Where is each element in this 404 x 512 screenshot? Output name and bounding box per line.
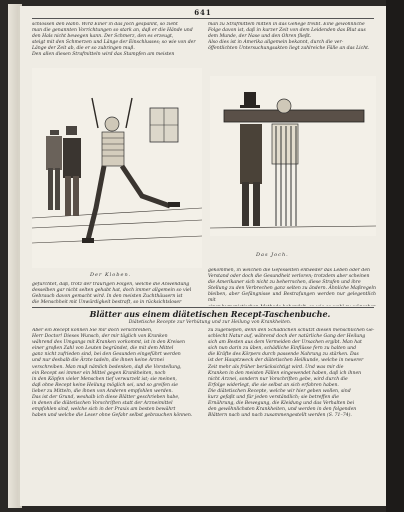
engraving-joch [210, 76, 376, 236]
text-line: daß ohne Recept keine Heilung möglich sei, und so greifen sie [32, 382, 178, 388]
text-line: desselben gar nicht selten gehabt hat, doch immer allgemein so viel [32, 288, 192, 294]
text-line: dem Munde, der Nase und den Ohren fließt. [208, 34, 312, 40]
column-top-left [32, 22, 200, 62]
text-line: sich am Besten aus dem Vermeiden der Ursachen ergibt. Man hat [208, 340, 362, 346]
text-line: Ernährung, die Bewegung, die Kleidung und das Verhalten bei [208, 401, 355, 407]
text-line: Verstand oder doch die Gesundheit verloren; trotzdem aber scheinen [208, 274, 370, 280]
text-line: Länge der Zeit ab, die er so zubringen muß. [32, 46, 135, 52]
text-line: gefürchtet, daß, trotz der traurigen Folgen, welche die Anwendung [32, 282, 190, 287]
page-number: 641 [194, 8, 212, 17]
text-line: Blättern nach und nach zusammengestellt werden (S. 71–74). [208, 413, 352, 419]
text-line: empfohlen sind, welche sich in der Praxis am besten bewährt [32, 407, 176, 413]
text-line: ist der Hauptzweck der diätetischen Heilkunde, welche in neuerer [208, 358, 364, 364]
text-line: bleiben, aber Gefängnisse und Bestrafungen werden nur gelegentlich mit [208, 292, 376, 304]
text-line: Gebrauch davon gemacht wird. In den meisten Zuchthäusern ist [32, 294, 183, 300]
text-line: gekommen, in welchen die Gefesselten entweder das Leben oder den [208, 268, 371, 273]
text-line: lieber zu Mitteln, die ihnen von Anderen empfohlen werden. [32, 388, 173, 394]
section-title: Blätter aus einem diätetischen Recept-Taschenbuche. [89, 309, 331, 319]
section-subtitle: Diätetische Recepte zur Verhütung und zur Heilung von Krankheiten. [128, 320, 292, 325]
book-binding [386, 0, 404, 512]
caption-kloben: Der Kloben. [90, 272, 132, 278]
illustration-kloben [32, 68, 202, 268]
column-mid-left [32, 282, 200, 306]
text-line: die Menschheit mit Unwürdigkeit bestraft, so in rücksichtsloser [32, 300, 182, 306]
column-bottom-left [32, 328, 200, 498]
text-line: Den allen diesen Strafmitteln wird das Stampfen am meisten [32, 52, 175, 58]
text-line: Also dies ist in Amerika allgemein bekannt, durch die ver- [208, 40, 344, 46]
text-line: Kranken in den meisten Fällen eingewendet haben, daß ich ihnen [208, 370, 362, 376]
text-line: einer großen Zahl von Leuten begründet, die mit dem Mittel [32, 346, 174, 352]
text-line: verschreiben. Man muß nämlich bedenken, daß die Vorstellung, [32, 364, 182, 370]
section-rule [32, 307, 374, 308]
text-line: sich nun darin zu üben, schädliche Einflüsse fern zu halten und [208, 346, 357, 352]
illustration-joch [210, 76, 376, 236]
text-line: den Hals nicht bewegen kann. Der Schmerz, den es erzeugt, [32, 34, 174, 40]
text-line: die Amerikaner sich nicht zu beherrschen, diese Strafen und ihre [208, 280, 361, 286]
text-line [208, 305, 376, 306]
text-line: Stellung zu den Verbrechen ganz selten zu ändern. Ähnliche Maßregeln [208, 286, 376, 292]
text-line: zu zugenießen, denn den Schädlichen schützt diesen menschlichen Ge- [208, 328, 375, 333]
text-line: in denen die diätetischen Vorschriften statt der Arzneimittel [32, 401, 173, 407]
text-line: die Kräfte des Körpers durch passende Nahrung zu stärken. Das [208, 352, 359, 358]
text-line: während des Umgangs mit Kranken vorkommt, ist in den Kreisen [32, 340, 185, 346]
text-line: und nur deshalb die Ärzte tadeln, die ihnen keine Arznei [32, 358, 164, 364]
text-line: öffentlichten Untersuchungsakten liegt zahlreiche Fälle an das Licht. [208, 46, 370, 52]
text-line: Das ist der Grund, weshalb ich diese Blätter geschrieben habe, [32, 395, 180, 401]
text-line: den gewöhnlichsten Krankheiten, und werden in den folgenden [208, 407, 357, 413]
text-line: Die diätetischen Recepte, welche wir hier geben wollen, sind [208, 388, 351, 394]
text-line: man die genannten Vorrichtungen so stark an, daß er die Hände und [32, 28, 193, 34]
text-line: nicht Arznei, sondern nur Vorschriften gebe, wird durch die [208, 376, 348, 382]
text-line: ganz nicht zufrieden sind, bei den Gesunden eingeführt werden [32, 352, 181, 358]
text-line: steigt mit den Schmerzen und Länge der Einschlusses; so wie von der [32, 40, 196, 46]
text-line: ein Recept sei immer ein Mittel gegen Krankheiten, noch [32, 370, 166, 376]
column-top-right [208, 22, 376, 62]
text-line: schlecht Natur auf, während doch der natürliche Gang der Heilung [208, 334, 366, 340]
text-line: man zu Strafmitteln mitten in das Gehege treibt. Eine gewöhnliche [208, 22, 365, 27]
text-line: haben und welche die Leser ohne Gefahr selbst gebrauchen können. [32, 413, 193, 419]
text-line: Folge davon ist, daß in kurzer Zeit von dem Leidenden das Blut aus [208, 28, 366, 34]
text-line: Zeit mehr als früher berücksichtigt wird. Und was mir die [208, 364, 344, 370]
header-rule [32, 18, 374, 19]
text-line: Aber ein Recept können Sie mir doch verschreiben, [32, 328, 153, 333]
text-line: kurz gefaßt und für jeden verständlich; sie betreffen die [208, 395, 339, 401]
text-line: Erfolge widerlegt, die sie selbst an sich erfahren haben. [208, 382, 339, 388]
column-bottom-right [208, 328, 376, 498]
caption-joch: Das Joch. [256, 252, 289, 258]
book-page [20, 6, 386, 506]
text-line: Herr Doctor! Dieses Wunsch, der mir täglich von Kranken [32, 334, 168, 340]
text-line: in den Köpfen vieler Menschen tief verwurzelt ist; sie meinen, [32, 376, 177, 382]
text-line: schlossen den Hahn. Wird Einer in das Joch gespannt, so zieht [32, 22, 178, 27]
column-mid-right [208, 268, 376, 306]
engraving-kloben [32, 68, 202, 268]
